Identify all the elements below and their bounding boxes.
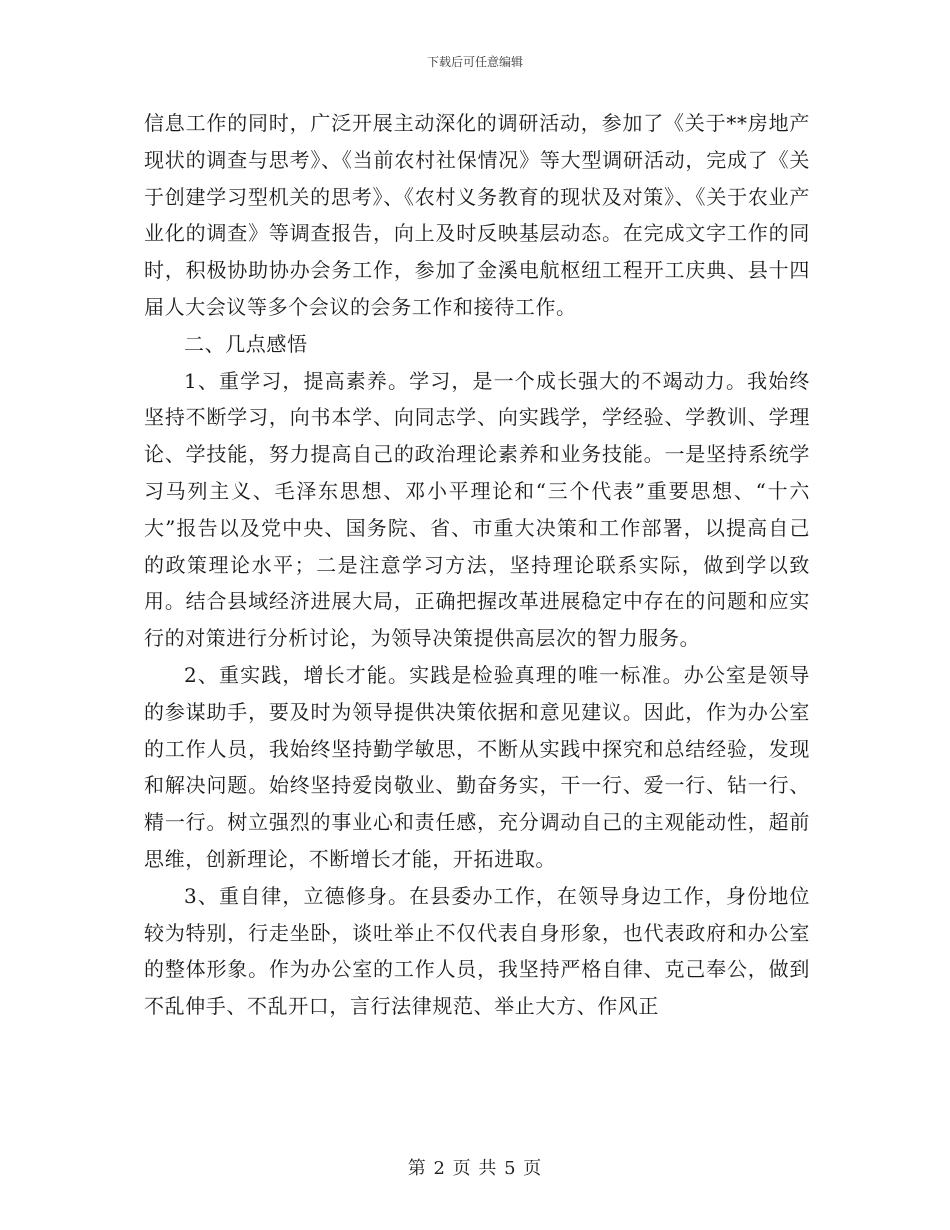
- page-footer: [0, 1154, 950, 1180]
- section-heading: 二、几点感悟: [184, 331, 308, 356]
- paragraph-study: 1、重学习，提高素养。学习，是一个成长强大的不竭动力。我始终坚持不断学习，向书本学、向同志学、向实践学，学经验、学教训、学理论、学技能，努力提高自己的政治理论素养和业务技能。一是坚持系统学习马列主义、毛泽东思想、邓小平理论和“三个代表”重要思想、“十六大”报告以及党中央、国务院、省、市重大决策和工作部署，以提高自己的政策理论水平；二是注意学习方法，坚持理论联系实际，做到学以致用。结合县域经济进展大局，正确把握改革进展稳定中存在的问题和应实行的对策进行分析讨论，为领导决策提供高层次的智力服务。: [144, 368, 810, 651]
- page-number: 第 2 页 共 5 页: [407, 1158, 543, 1179]
- paragraph-self-discipline: 3、重自律，立德修身。在县委办工作，在领导身边工作，身份地位较为特别，行走坐卧，谈吐举止不仅代表自身形象，也代表政府和办公室的整体形象。作为办公室的工作人员，我坚持严格自律、克己奉公，做到不乱伸手、不乱开口，言行法律规范、举止大方、作风正: [144, 883, 810, 1019]
- paragraph-continuation: 信息工作的同时，广泛开展主动深化的调研活动，参加了《关于**房地产现状的调查与思考》、《当前农村社保情况》等大型调研活动，完成了《关于创建学习型机关的思考》、《农村义务教育的现状及对策》、《关于农业产业化的调查》等调查报告，向上及时反映基层动态。在完成文字工作的同时，积极协助协办会务工作，参加了金溪电航枢纽工程开工庆典、县十四届人大会议等多个会议的会务工作和接待工作。: [144, 111, 810, 319]
- page-header: [0, 53, 950, 70]
- document-body: [144, 105, 810, 1025]
- header-note: 下载后可任意编辑: [426, 55, 523, 69]
- paragraph-practice: 2、重实践，增长才能。实践是检验真理的唯一标准。办公室是领导的参谋助手，要及时为领导提供决策依据和意见建议。因此，作为办公室的工作人员，我始终坚持勤学敏思，不断从实践中探究和总结经验，发现和解决问题。始终坚持爱岗敬业、勤奋务实，干一行、爱一行、钻一行、精一行。树立强烈的事业心和责任感，充分调动自己的主观能动性，超前思维，创新理论，不断增长才能，开拓进取。: [144, 662, 810, 871]
